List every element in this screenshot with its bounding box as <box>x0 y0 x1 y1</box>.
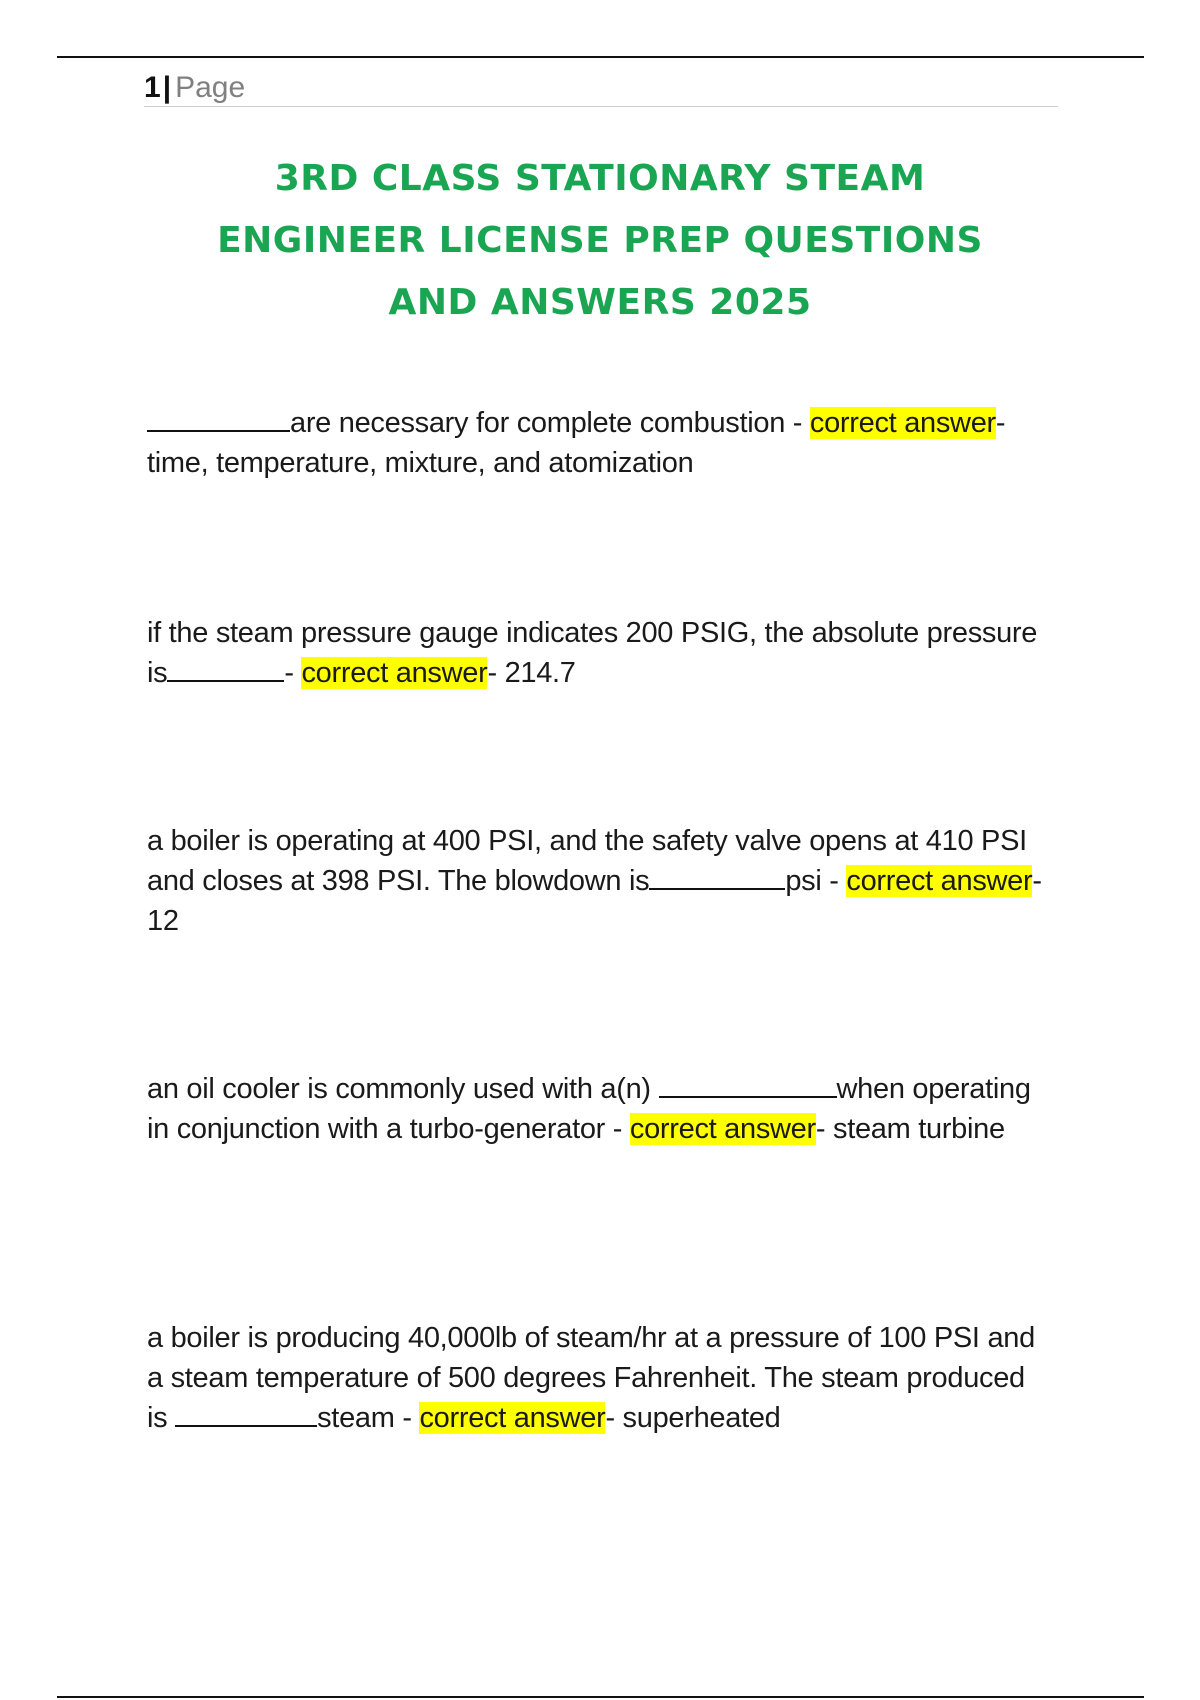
answer-blank <box>659 1070 837 1098</box>
correct-answer-highlight: correct answer <box>301 657 488 689</box>
qa-item-3 <box>147 821 1047 941</box>
qa-item-1 <box>147 403 1047 483</box>
answer-text: - steam turbine <box>815 1113 1005 1145</box>
question-text-after: - <box>284 657 302 689</box>
answer-blank <box>175 1399 317 1427</box>
page-header <box>144 70 1058 107</box>
qa-item-2 <box>147 613 1047 693</box>
correct-answer-highlight: correct answer <box>846 865 1033 897</box>
page-separator: | <box>162 71 172 104</box>
answer-text: - superheated <box>605 1402 781 1434</box>
page-number: 1 <box>144 71 161 104</box>
qa-item-4 <box>147 1069 1047 1149</box>
bottom-rule <box>57 1696 1144 1698</box>
question-text: a boiler is operating at 400 PSI, and the safety valve opens at 410 PSI and closes at 398 PSI. The blowdown is <box>147 825 1027 897</box>
title-line-1: 3RD CLASS STATIONARY STEAM <box>274 158 926 199</box>
document-title <box>100 148 1100 334</box>
question-text-after: are necessary for complete combustion - <box>290 407 810 439</box>
answer-text: - 12 <box>147 865 1042 937</box>
top-rule <box>57 56 1144 58</box>
answer-text: - time, temperature, mixture, and atomization <box>147 407 1006 479</box>
answer-blank <box>649 862 785 890</box>
correct-answer-highlight: correct answer <box>419 1402 606 1434</box>
title-line-3: AND ANSWERS 2025 <box>388 282 812 323</box>
qa-item-5 <box>147 1318 1047 1438</box>
question-text-after: steam - <box>317 1402 420 1434</box>
answer-text: - 214.7 <box>487 657 576 689</box>
answer-blank <box>147 404 290 432</box>
question-text-after: psi - <box>785 865 847 897</box>
question-text-after: when operating in conjunction with a turbo-generator - <box>147 1073 1031 1145</box>
answer-blank <box>167 654 284 682</box>
correct-answer-highlight: correct answer <box>809 407 996 439</box>
question-text: an oil cooler is commonly used with a(n) <box>147 1073 659 1105</box>
correct-answer-highlight: correct answer <box>629 1113 816 1145</box>
question-text: a boiler is producing 40,000lb of steam/hr at a pressure of 100 PSI and a steam temperature of 500 degrees Fahrenheit. The steam produced is <box>147 1322 1035 1434</box>
page-label: Page <box>175 71 246 104</box>
question-text: if the steam pressure gauge indicates 200 PSIG, the absolute pressure is <box>147 617 1038 689</box>
title-line-2: ENGINEER LICENSE PREP QUESTIONS <box>217 220 983 261</box>
